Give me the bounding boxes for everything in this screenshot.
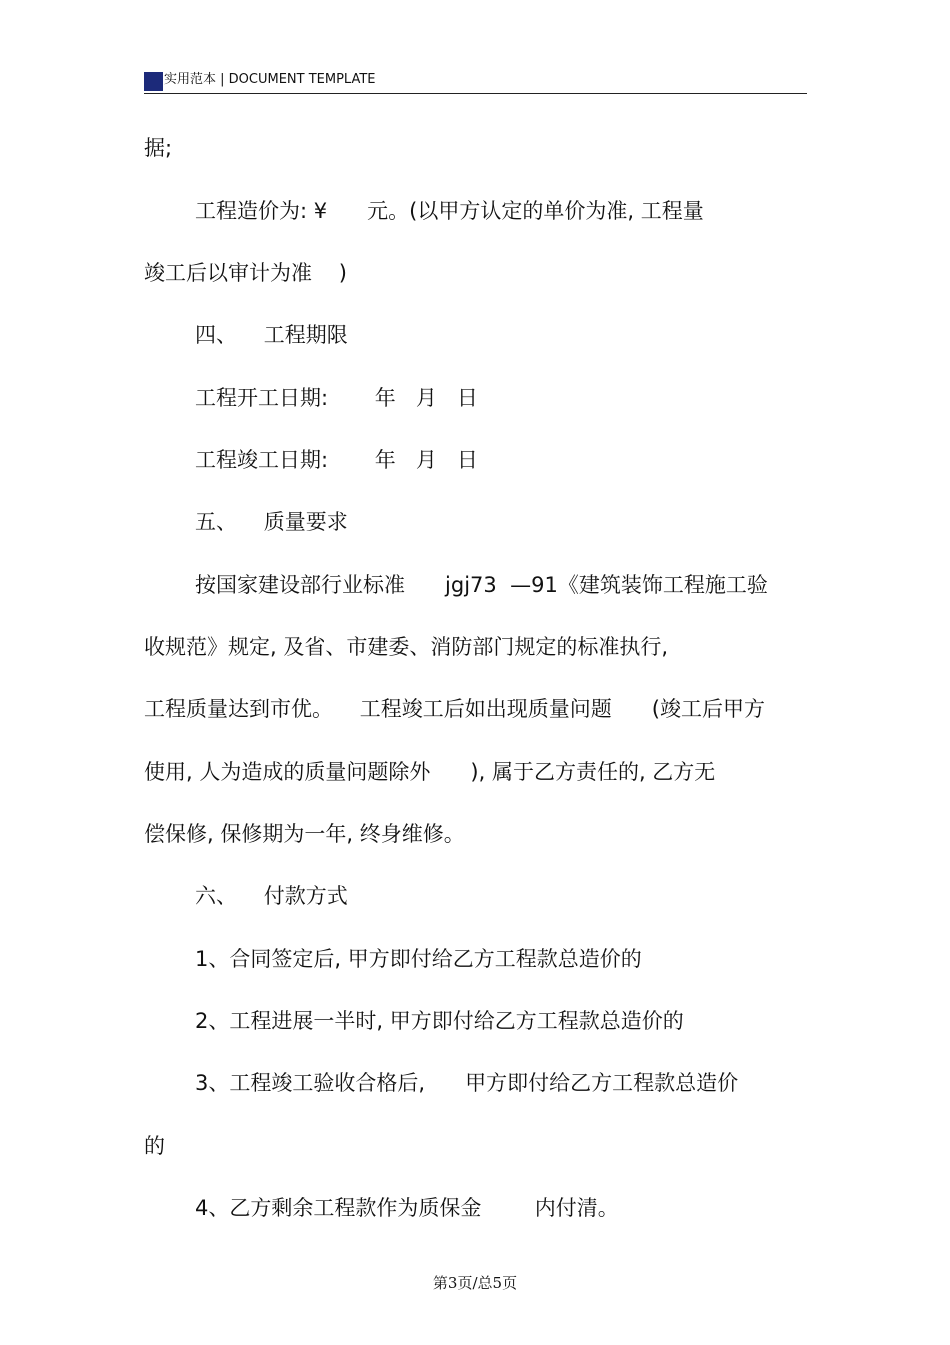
- header-label: 实用范本 | DOCUMENT TEMPLATE: [164, 72, 376, 87]
- body-line: 工程质量达到市优。 工程竣工后如出现质量问题 (竣工后甲方: [144, 697, 765, 721]
- page-header: [144, 68, 807, 94]
- section-heading: 四、 工程期限: [195, 323, 348, 347]
- body-line: 2、工程进展一半时, 甲方即付给乙方工程款总造价的: [195, 1009, 684, 1033]
- header-rule: [144, 93, 807, 94]
- body-line: 工程开工日期: 年 月 日: [195, 386, 478, 410]
- body-line: 偿保修, 保修期为一年, 终身维修。: [144, 822, 465, 846]
- header-square-icon: [144, 72, 163, 91]
- body-line: 按国家建设部行业标准 jgj73 —91《建筑装饰工程施工验: [195, 573, 768, 597]
- body-line: 1、合同签定后, 甲方即付给乙方工程款总造价的: [195, 947, 642, 971]
- section-heading: 五、 质量要求: [195, 510, 348, 534]
- section-heading: 六、 付款方式: [195, 884, 348, 908]
- body-line: 使用, 人为造成的质量问题除外 ), 属于乙方责任的, 乙方无: [144, 760, 716, 784]
- body-line: 收规范》规定, 及省、市建委、消防部门规定的标准执行,: [144, 635, 669, 659]
- body-line: 工程竣工日期: 年 月 日: [195, 448, 478, 472]
- body-line: 的: [144, 1134, 165, 1158]
- body-line: 4、乙方剩余工程款作为质保金 内付清。: [195, 1196, 619, 1220]
- body-line: 工程造价为: ¥ 元。(以甲方认定的单价为准, 工程量: [195, 199, 704, 223]
- body-line: 3、工程竣工验收合格后, 甲方即付给乙方工程款总造价: [195, 1071, 739, 1095]
- page-number: 第3页/总5页: [432, 1274, 518, 1292]
- body-line: 竣工后以审计为准 ): [144, 261, 347, 285]
- body-line: 据;: [144, 136, 173, 160]
